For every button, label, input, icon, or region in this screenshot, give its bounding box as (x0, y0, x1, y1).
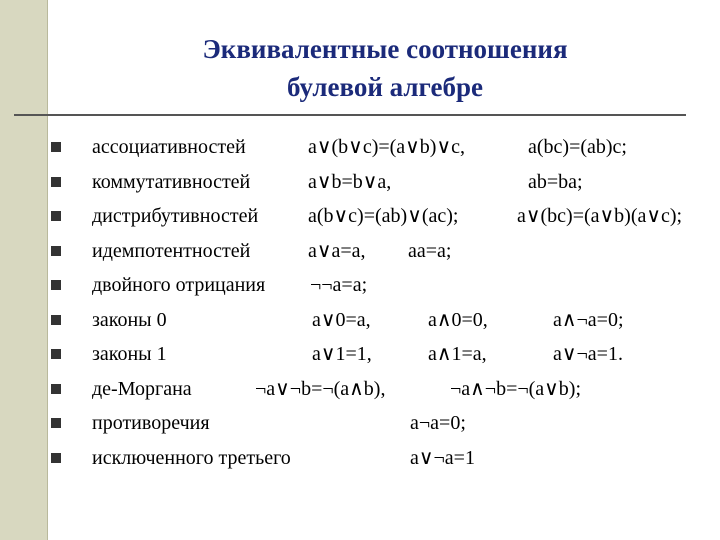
formula-disjunction: a∨(bc)=(a∨b)(a∨c); (517, 205, 683, 227)
list-item-associativity (0, 130, 720, 165)
list-item-de-morgan (0, 372, 720, 407)
law-name: дистрибутивностей (92, 205, 259, 227)
law-name: противоречия (92, 412, 210, 434)
list-item-excluded-middle (0, 441, 720, 476)
formula-disjunction: a∨0=a, (312, 308, 371, 331)
formula-conjunction: a∧1=a, (428, 343, 487, 365)
formula-complement: a∨¬a=1. (553, 343, 623, 365)
law-name: исключенного третьего (92, 446, 291, 469)
list-item-distributivity (0, 199, 720, 234)
formula-disjunction: a∨a=a, (308, 239, 366, 262)
title-line-1: Эквивалентные соотношения (202, 34, 568, 64)
square-bullet-icon (51, 453, 61, 463)
square-bullet-icon (51, 142, 61, 152)
law-name: де-Моргана (92, 377, 192, 400)
formula-disjunction: a∨b=b∨a, (308, 170, 392, 193)
formula-de-morgan-1: ¬a∨¬b=¬(a∧b), (255, 377, 386, 400)
square-bullet-icon (51, 246, 61, 256)
formula-conjunction: a∧0=0, (428, 308, 488, 331)
equivalences-list (0, 130, 720, 475)
formula-conjunction: a(b∨c)=(ab)∨(ac); (308, 205, 459, 227)
law-name: законы 0 (92, 308, 167, 331)
square-bullet-icon (51, 315, 61, 325)
formula-negation: ¬¬a=a; (310, 274, 368, 296)
title-line-2: булевой алгебре (287, 72, 483, 102)
list-item-commutativity (0, 165, 720, 200)
formula-contradiction: a¬a=0; (410, 412, 466, 434)
square-bullet-icon (51, 349, 61, 359)
square-bullet-icon (51, 211, 61, 221)
formula-excluded-middle: a∨¬a=1 (410, 446, 475, 469)
law-name: идемпотентностей (92, 239, 251, 262)
square-bullet-icon (51, 177, 61, 187)
law-name: двойного отрицания (92, 274, 266, 296)
law-name: ассоциативностей (92, 136, 246, 158)
formula-conjunction: ab=ba; (528, 170, 583, 193)
formula-disjunction: a∨(b∨c)=(a∨b)∨c, (308, 136, 465, 158)
formula-de-morgan-2: ¬a∧¬b=¬(a∨b); (450, 377, 582, 400)
square-bullet-icon (51, 384, 61, 394)
list-item-laws-one (0, 337, 720, 372)
list-item-idempotence (0, 234, 720, 269)
list-item-contradiction (0, 406, 720, 441)
formula-conjunction: aa=a; (408, 239, 452, 262)
square-bullet-icon (51, 280, 61, 290)
list-item-laws-zero (0, 303, 720, 338)
law-name: коммутативностей (92, 170, 251, 193)
formula-disjunction: a∨1=1, (312, 343, 372, 365)
law-name: законы 1 (92, 343, 167, 365)
list-item-double-negation (0, 268, 720, 303)
square-bullet-icon (51, 418, 61, 428)
slide-title (60, 30, 710, 106)
formula-complement: a∧¬a=0; (553, 308, 624, 331)
title-divider (14, 114, 686, 116)
formula-conjunction: a(bc)=(ab)c; (528, 136, 627, 158)
